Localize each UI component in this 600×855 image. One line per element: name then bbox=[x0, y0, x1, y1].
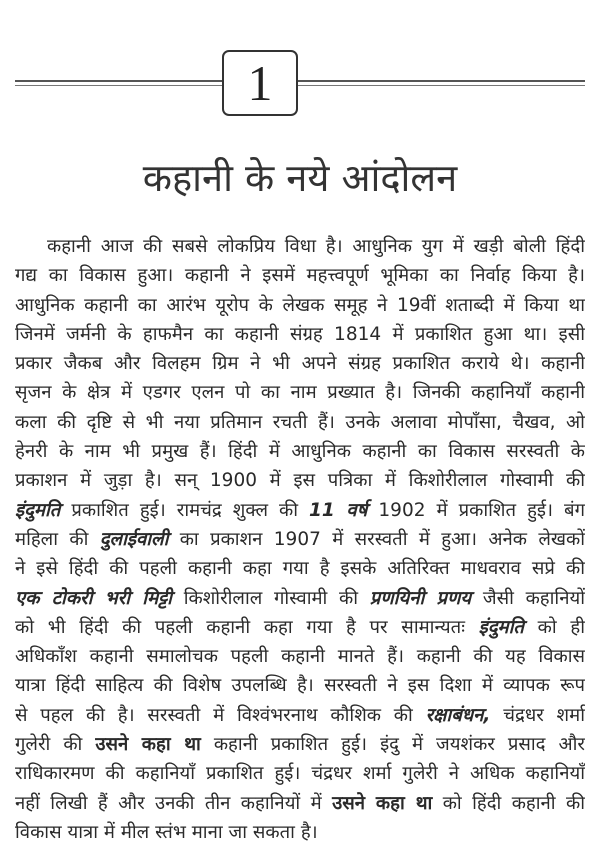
text-segment: से पहल की है। सरस्वती में विश्वंभरनाथ कौशिक की bbox=[15, 704, 426, 726]
chapter-number-box bbox=[222, 50, 298, 116]
emphasized-title: इंदुमति bbox=[15, 499, 61, 521]
chapter-title: कहानी के नये आंदोलन bbox=[142, 156, 458, 200]
text-line bbox=[15, 291, 585, 320]
text-segment: आधुनिक कहानी का आरंभ यूरोप के लेखक समूह ने 19वीं शताब्दी में किया था bbox=[15, 294, 585, 316]
text-segment: को ही bbox=[523, 616, 585, 638]
chapter-heading-rule bbox=[15, 80, 585, 86]
text-line bbox=[15, 349, 585, 378]
text-segment: का प्रकाशन 1907 में सरस्वती में हुआ। अनेक लेखकों bbox=[168, 528, 585, 550]
emphasized-title: एक टोकरी भरी मिट्टी bbox=[15, 587, 172, 609]
text-line bbox=[15, 525, 585, 554]
text-line bbox=[15, 496, 585, 525]
text-segment: जैसी कहानियों bbox=[471, 587, 585, 609]
text-line bbox=[15, 818, 585, 847]
text-segment: प्रकाशन में जुड़ा है। सन् 1900 में इस पत्रिका में किशोरीलाल गोस्वामी की bbox=[15, 470, 585, 492]
text-line bbox=[15, 378, 585, 407]
text-segment: कहानी प्रकाशित हुई। इंदु में जयशंकर प्रसाद और bbox=[200, 734, 585, 756]
text-line bbox=[15, 261, 585, 290]
text-segment: ने इसे हिंदी की पहली कहानी कहा गया है इसके अतिरिक्त माधवराव सप्रे की bbox=[15, 558, 585, 580]
text-segment: कहानी आज की सबसे लोकप्रिय विधा है। आधुनिक युग में खड़ी बोली हिंदी bbox=[47, 236, 585, 257]
text-segment: राधिकारमण की कहानियाँ प्रकाशित हुई। चंद्रधर शर्मा गुलेरी ने अधिक कहानियाँ bbox=[15, 763, 585, 785]
text-segment: को भी हिंदी की पहली कहानी कहा गया है पर सामान्यतः bbox=[15, 616, 479, 638]
text-segment: जिनमें जर्मनी के हाफमैन का कहानी संग्रह 1814 में प्रकाशित हुआ था। इसी bbox=[15, 323, 585, 345]
text-line bbox=[15, 759, 585, 788]
text-line bbox=[15, 584, 585, 613]
emphasized-title: इंदुमति bbox=[478, 616, 524, 638]
text-segment: गद्य का विकास हुआ। कहानी ने इसमें महत्त्वपूर्ण भूमिका का निर्वाह किया है। bbox=[15, 265, 585, 287]
text-segment: चंद्रधर शर्मा bbox=[490, 704, 585, 726]
text-line bbox=[15, 320, 585, 349]
text-segment: कला की दृष्टि से भी नया प्रतिमान रचती हैं। उनके अलावा मोपाँसा, चैखव, ओ bbox=[15, 411, 585, 433]
text-segment: 1902 में प्रकाशित हुई। बंग bbox=[367, 499, 585, 521]
text-line bbox=[15, 789, 585, 818]
chapter-number: 1 bbox=[247, 55, 273, 111]
emphasized-title: रक्षाबंधन, bbox=[425, 704, 491, 726]
text-line bbox=[15, 408, 585, 437]
text-segment: गुलेरी की bbox=[15, 734, 96, 756]
emphasized-title: उसने कहा था bbox=[332, 792, 433, 814]
emphasized-title: 11 वर्ष bbox=[309, 499, 368, 521]
text-line bbox=[15, 466, 585, 495]
emphasized-title: दुलाईवाली bbox=[99, 528, 169, 550]
text-segment: को हिंदी कहानी की bbox=[432, 792, 585, 814]
text-line bbox=[15, 642, 585, 671]
text-line bbox=[15, 671, 585, 700]
text-line bbox=[15, 232, 585, 261]
text-segment: किशोरीलाल गोस्वामी की bbox=[171, 587, 370, 609]
text-line bbox=[15, 437, 585, 466]
text-segment: नहीं लिखी हैं और उनकी तीन कहानियों में bbox=[15, 792, 333, 814]
text-segment: सृजन के क्षेत्र में एडगर एलन पो का नाम प्रख्यात है। जिनकी कहानियाँ कहानी bbox=[15, 382, 585, 404]
text-segment: प्रकार जैकब और विलहम ग्रिम ने भी अपने संग्रह प्रकाशित कराये थे। कहानी bbox=[15, 353, 585, 375]
emphasized-title: उसने कहा था bbox=[95, 734, 201, 756]
text-line bbox=[15, 701, 585, 730]
body-text bbox=[15, 232, 585, 847]
text-segment: प्रकाशित हुई। रामचंद्र शुक्ल की bbox=[60, 499, 310, 521]
text-segment: यात्रा हिंदी साहित्य की विशेष उपलब्धि है। सरस्वती ने इस दिशा में व्यापक रूप bbox=[15, 675, 585, 697]
emphasized-title: प्रणयिनी प्रणय bbox=[369, 587, 472, 609]
text-line bbox=[15, 613, 585, 642]
text-segment: अधिकाँश कहानी समालोचक पहली कहानी मानते हैं। कहानी की यह विकास bbox=[15, 646, 585, 668]
text-segment: महिला की bbox=[15, 528, 100, 550]
text-line bbox=[15, 730, 585, 759]
text-segment: हेनरी के नाम भी प्रमुख हैं। हिंदी में आधुनिक कहानी का विकास सरस्वती के bbox=[15, 441, 585, 463]
text-segment: विकास यात्रा में मील स्तंभ माना जा सकता है। bbox=[15, 821, 318, 843]
text-line bbox=[15, 554, 585, 583]
